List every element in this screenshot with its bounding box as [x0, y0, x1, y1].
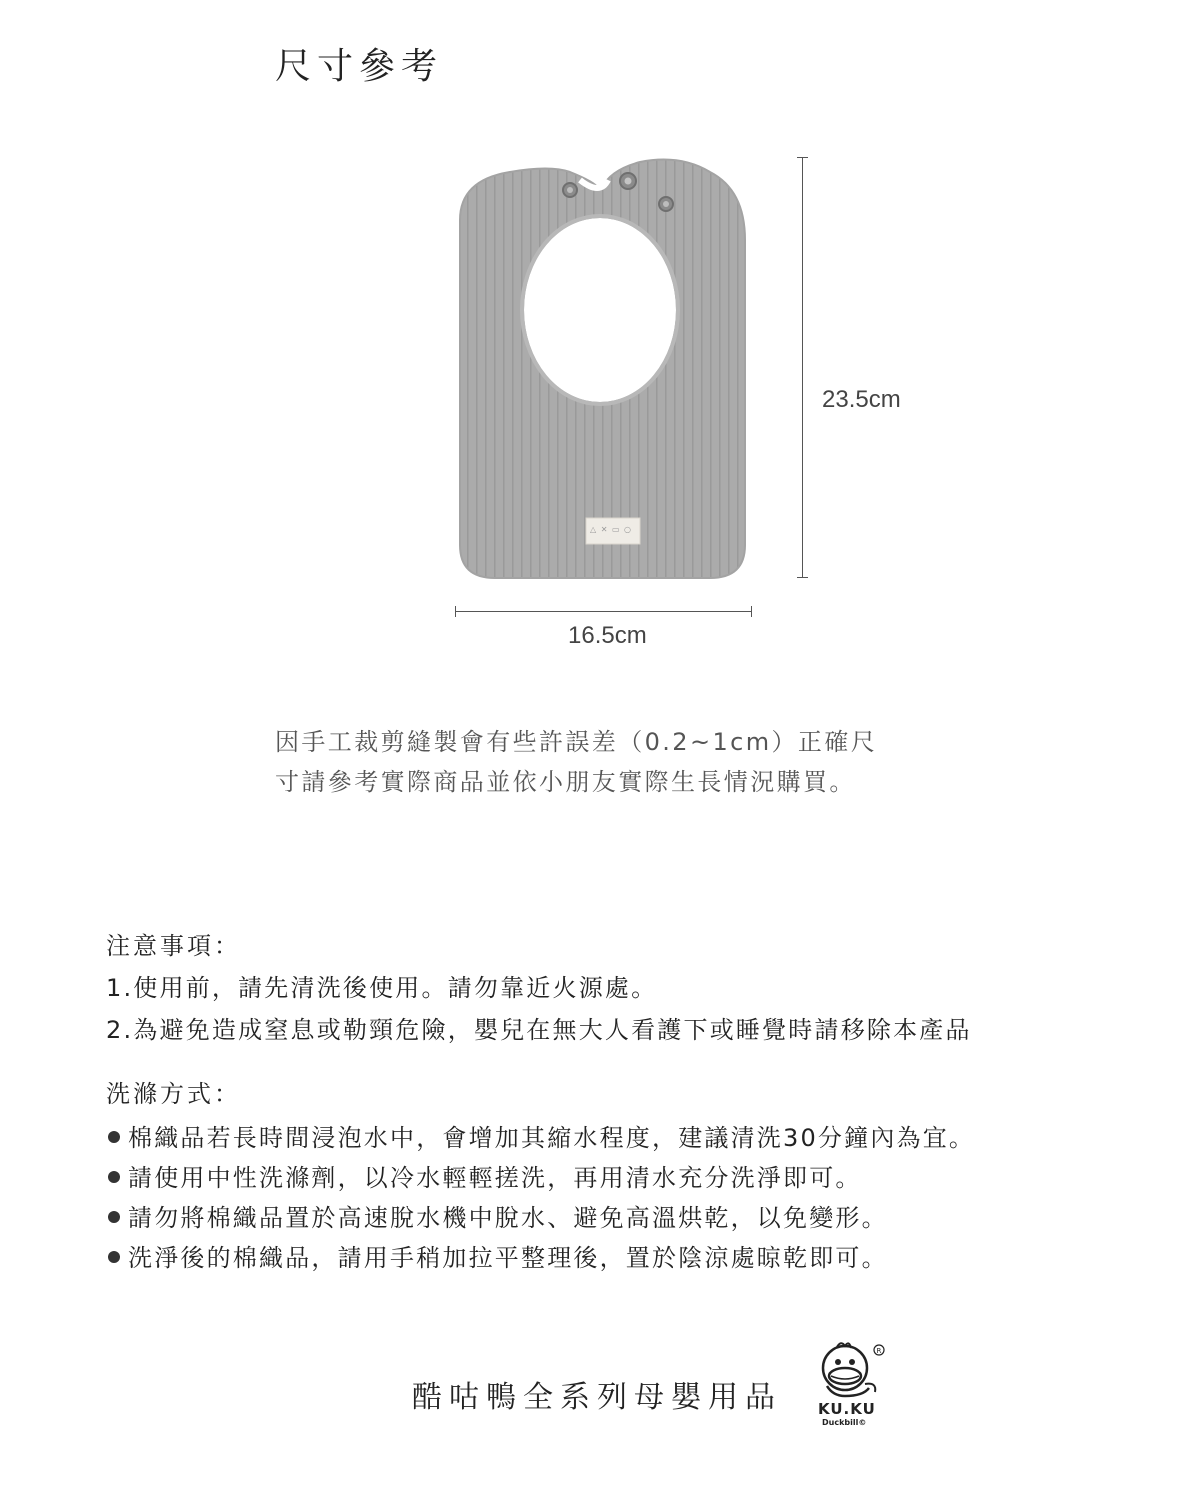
page-title: 尺寸參考 — [275, 46, 444, 87]
bullet-icon — [108, 1131, 120, 1143]
width-dimension-line — [455, 611, 752, 612]
bullet-icon — [108, 1171, 120, 1183]
brand-tagline: 酷咕鴨全系列母嬰用品 — [412, 1380, 782, 1415]
bullet-icon — [108, 1211, 120, 1223]
width-dimension-cap — [751, 606, 752, 617]
height-dimension-line — [802, 157, 803, 578]
washing-item — [108, 1158, 862, 1193]
tolerance-note-line: 寸請參考實際商品並依小朋友實際生長情況購買。 — [275, 768, 856, 796]
svg-text:R: R — [876, 1347, 882, 1355]
caution-item: 2.為避免造成窒息或勒頸危險，嬰兒在無大人看護下或睡覺時請移除本產品 — [106, 1016, 972, 1044]
washing-item — [108, 1118, 975, 1153]
washing-item-text: 棉織品若長時間浸泡水中，會增加其縮水程度，建議清洗30分鐘內為宜。 — [128, 1124, 976, 1152]
tolerance-note — [275, 722, 975, 802]
caution-item: 1.使用前，請先清洗後使用。請勿靠近火源處。 — [106, 974, 658, 1002]
bullet-icon — [108, 1251, 120, 1263]
washing-item — [108, 1198, 888, 1233]
washing-item — [108, 1238, 888, 1273]
width-dimension-cap — [455, 606, 456, 617]
bib-label-text: △ ✕ ▭ ○ — [590, 525, 633, 534]
caution-title: 注意事項： — [106, 932, 241, 960]
tolerance-note-line: 因手工裁剪縫製會有些許誤差（0.2~1cm）正確尺 — [275, 728, 878, 756]
height-dimension-cap — [797, 577, 808, 578]
height-label: 23.5cm — [822, 386, 901, 413]
washing-item-text: 洗淨後的棉織品，請用手稍加拉平整理後，置於陰涼處晾乾即可。 — [128, 1244, 888, 1272]
height-dimension-cap — [797, 157, 808, 158]
washing-item-text: 請勿將棉織品置於高速脫水機中脫水、避免高溫烘乾，以免變形。 — [128, 1204, 888, 1232]
washing-title: 洗滌方式： — [106, 1080, 241, 1108]
washing-item-text: 請使用中性洗滌劑，以冷水輕輕搓洗，再用清水充分洗淨即可。 — [128, 1164, 862, 1192]
logo-wordmark: KU.KU — [818, 1400, 876, 1418]
logo-subtext: Duckbill© — [822, 1418, 867, 1427]
bib-product-image — [440, 150, 770, 590]
width-label: 16.5cm — [568, 622, 647, 649]
